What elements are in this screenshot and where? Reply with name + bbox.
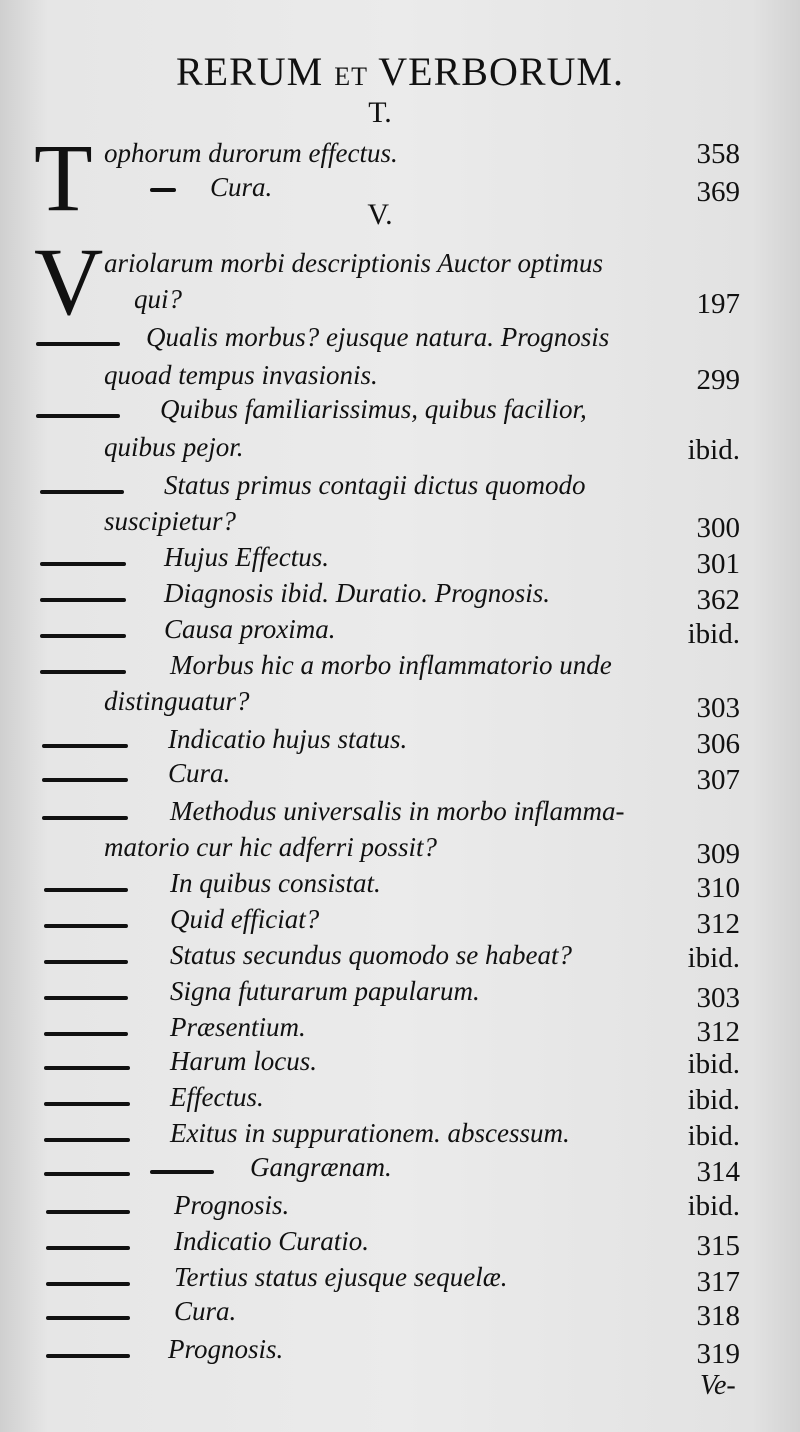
entry-text: distinguatur? bbox=[104, 686, 250, 716]
entry-text: Diagnosis ibid. Duratio. Prognosis. bbox=[164, 578, 551, 608]
entry-text: Status primus contagii dictus quomodo bbox=[164, 470, 586, 500]
entry-page: 306 bbox=[696, 728, 740, 760]
repeat-dash bbox=[44, 1032, 128, 1036]
entry-text: Prognosis. bbox=[168, 1334, 284, 1364]
entry-text: qui? bbox=[134, 284, 183, 314]
entry-page: 307 bbox=[696, 764, 740, 796]
repeat-dash bbox=[44, 1102, 130, 1106]
repeat-dash bbox=[40, 634, 126, 638]
entry-page-t2: 369 bbox=[696, 176, 740, 208]
dropcap-t: T bbox=[34, 124, 93, 231]
running-header bbox=[0, 48, 800, 95]
section-letter-t: T. bbox=[368, 96, 392, 129]
entry-page: 314 bbox=[696, 1156, 740, 1188]
dropcap-v: V bbox=[34, 228, 104, 335]
repeat-dash bbox=[40, 598, 126, 602]
entry-text: matorio cur hic adferri possit? bbox=[104, 832, 438, 862]
section-letter-v: V. bbox=[367, 198, 393, 231]
entry-page: 318 bbox=[696, 1300, 740, 1332]
entry-page: 317 bbox=[696, 1266, 740, 1298]
entry-text: Signa futurarum papularum. bbox=[170, 976, 480, 1006]
repeat-dash bbox=[44, 888, 128, 892]
repeat-dash bbox=[40, 670, 126, 674]
repeat-dash bbox=[46, 1246, 130, 1250]
entry-page: ibid. bbox=[687, 1190, 740, 1222]
entry-text: quoad tempus invasionis. bbox=[104, 360, 378, 390]
entry-text: Methodus universalis in morbo inflamma- bbox=[170, 796, 625, 826]
repeat-dash bbox=[40, 490, 124, 494]
entry-text: Morbus hic a morbo inflammatorio unde bbox=[170, 650, 612, 680]
entry-page: 300 bbox=[696, 512, 740, 544]
entry-text-t1: ophorum durorum effectus. bbox=[104, 138, 398, 168]
repeat-dash bbox=[44, 924, 128, 928]
entry-page: 312 bbox=[696, 908, 740, 940]
entry-text: Harum locus. bbox=[170, 1046, 317, 1076]
entry-text-t2: Cura. bbox=[210, 172, 273, 202]
repeat-dash bbox=[42, 744, 128, 748]
entry-page: 303 bbox=[696, 982, 740, 1014]
header-word-rerum: RERUM bbox=[176, 49, 324, 94]
entry-text: Causa proxima. bbox=[164, 614, 336, 644]
entry-page: ibid. bbox=[687, 1048, 740, 1080]
entry-text: Effectus. bbox=[170, 1082, 264, 1112]
entry-text: quibus pejor. bbox=[104, 432, 244, 462]
entry-text: Prognosis. bbox=[174, 1190, 290, 1220]
repeat-dash bbox=[150, 188, 176, 192]
repeat-dash bbox=[36, 414, 120, 418]
entry-text: Tertius status ejusque sequelæ. bbox=[174, 1262, 508, 1292]
entry-page: 362 bbox=[696, 584, 740, 616]
entry-text: Exitus in suppurationem. abscessum. bbox=[170, 1118, 570, 1148]
repeat-dash bbox=[46, 1282, 130, 1286]
entry-text: Præsentium. bbox=[170, 1012, 306, 1042]
entry-page: ibid. bbox=[687, 942, 740, 974]
repeat-dash bbox=[40, 562, 126, 566]
header-word-verborum: VERBORUM. bbox=[378, 49, 624, 94]
entry-page: 315 bbox=[696, 1230, 740, 1262]
entry-text: Gangrænam. bbox=[250, 1152, 392, 1182]
entry-page: 310 bbox=[696, 872, 740, 904]
entry-text: Indicatio hujus status. bbox=[168, 724, 408, 754]
entry-page: ibid. bbox=[687, 1120, 740, 1152]
repeat-dash bbox=[36, 342, 120, 346]
entry-page-t1: 358 bbox=[696, 138, 740, 170]
entry-text: suscipietur? bbox=[104, 506, 236, 536]
entry-page: 197 bbox=[696, 288, 740, 320]
entry-text: ariolarum morbi descriptionis Auctor optimus bbox=[104, 248, 604, 278]
entry-text: Status secundus quomodo se habeat? bbox=[170, 940, 572, 970]
repeat-dash bbox=[44, 996, 128, 1000]
entry-page: ibid. bbox=[687, 1084, 740, 1116]
entry-page: 303 bbox=[696, 692, 740, 724]
repeat-dash bbox=[44, 960, 128, 964]
repeat-dash bbox=[46, 1210, 130, 1214]
repeat-dash bbox=[44, 1138, 130, 1142]
entry-page: 309 bbox=[696, 838, 740, 870]
entry-text: Cura. bbox=[174, 1296, 237, 1326]
repeat-dash bbox=[46, 1316, 130, 1320]
repeat-dash bbox=[42, 816, 128, 820]
entry-page: 301 bbox=[696, 548, 740, 580]
entry-page: 319 bbox=[696, 1338, 740, 1370]
entry-text: Hujus Effectus. bbox=[164, 542, 329, 572]
repeat-dash bbox=[150, 1170, 214, 1174]
header-word-et: ET bbox=[334, 62, 369, 91]
entry-page: 312 bbox=[696, 1016, 740, 1048]
entry-text: Quid efficiat? bbox=[170, 904, 320, 934]
entry-text: Cura. bbox=[168, 758, 231, 788]
repeat-dash bbox=[44, 1172, 130, 1176]
entry-text: In quibus consistat. bbox=[170, 868, 381, 898]
entry-page: 299 bbox=[696, 364, 740, 396]
entry-text: Indicatio Curatio. bbox=[174, 1226, 369, 1256]
repeat-dash bbox=[44, 1066, 130, 1070]
entry-text: Quibus familiarissimus, quibus facilior, bbox=[160, 394, 587, 424]
entry-page: ibid. bbox=[687, 434, 740, 466]
repeat-dash bbox=[42, 778, 128, 782]
repeat-dash bbox=[46, 1354, 130, 1358]
entry-text: Qualis morbus? ejusque natura. Prognosis bbox=[146, 322, 610, 352]
entry-page: ibid. bbox=[687, 618, 740, 650]
catchword: Ve- bbox=[700, 1370, 736, 1401]
